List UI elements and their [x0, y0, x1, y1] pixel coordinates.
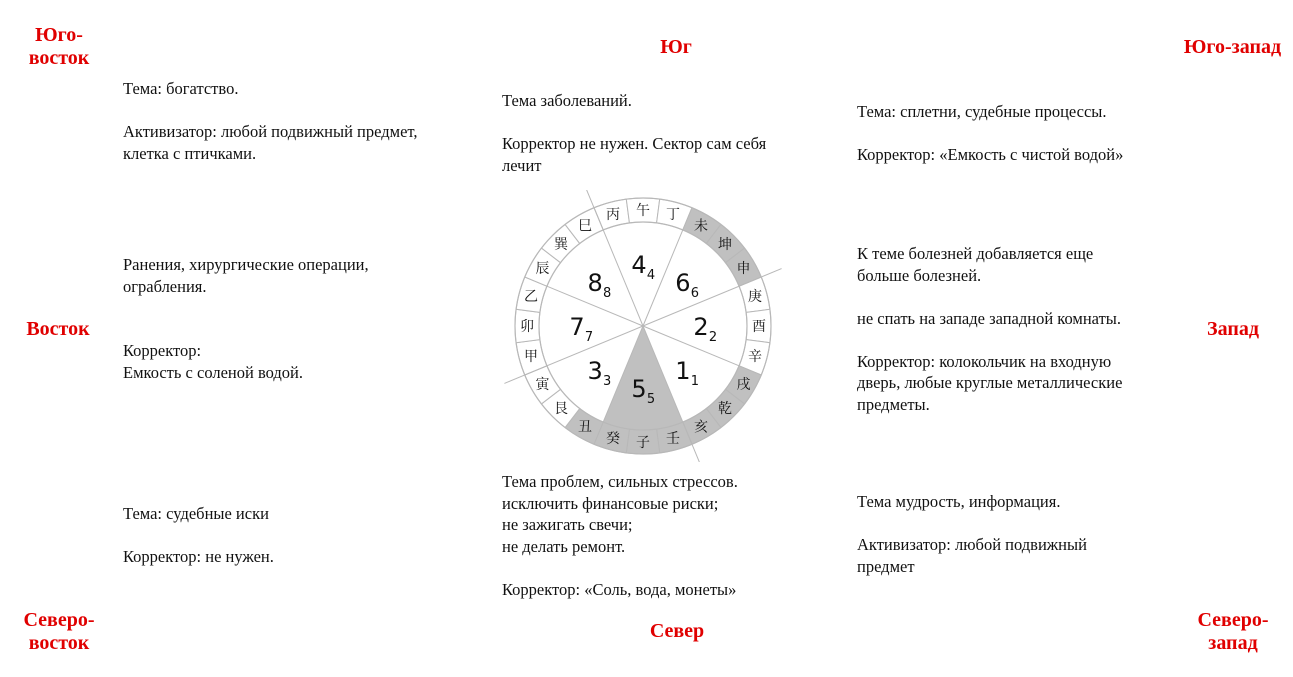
direction-southwest: Юго-запад	[1183, 36, 1282, 58]
palace-star-w: 2	[693, 313, 709, 341]
palace-star-n: 5	[631, 375, 647, 403]
palace-star-e: 7	[569, 313, 585, 341]
direction-north: Север	[649, 620, 705, 642]
direction-northeast: Северо- восток	[23, 609, 95, 654]
palace-substar-nw: 1	[690, 373, 699, 389]
note-south: Тема заболеваний. Корректор не нужен. Сектор сам себя лечит	[502, 91, 767, 175]
mountain-label: 辰	[535, 261, 550, 277]
mountain-label: 乾	[718, 401, 733, 418]
mountain-label: 申	[736, 261, 751, 277]
mountain-label: 子	[636, 435, 650, 451]
palace-star-s: 4	[631, 251, 647, 279]
mountain-label: 庚	[748, 288, 763, 305]
flying-star-compass	[500, 190, 786, 462]
mountain-label: 艮	[553, 401, 568, 418]
mountain-label: 巳	[578, 218, 592, 235]
mountain-label: 甲	[523, 349, 538, 366]
palace-substar-n: 5	[646, 392, 656, 407]
palace-substar-ne: 3	[603, 373, 612, 389]
palace-substar-sw: 6	[690, 286, 699, 302]
note-north: Тема проблем, сильных стрессов. исключить финансовые риски; не зажигать свечи; не делать ремонт. Корректор: «Соль, вода, монеты»	[502, 472, 738, 599]
mountain-label: 亥	[694, 419, 708, 436]
mountain-label: 巽	[553, 236, 568, 253]
mountain-label: 丑	[578, 419, 592, 436]
palace-substar-w: 2	[708, 330, 718, 345]
palace-star-ne: 3	[587, 356, 603, 385]
palace-star-nw: 1	[675, 356, 691, 385]
palace-substar-e: 7	[584, 330, 594, 345]
palace-star-se: 8	[587, 269, 603, 298]
direction-west: Запад	[1207, 318, 1259, 340]
note-southwest: Тема: сплетни, судебные процессы. Корректор: «Емкость с чистой водой»	[857, 102, 1124, 164]
direction-northwest: Северо- запад	[1197, 609, 1269, 654]
mountain-label: 卯	[520, 319, 534, 335]
mountain-label: 丙	[605, 206, 620, 223]
direction-south: Юг	[660, 36, 692, 58]
mountain-label: 癸	[605, 431, 620, 448]
mountain-label: 未	[694, 218, 708, 235]
mountain-label: 乙	[523, 288, 538, 305]
mountain-label: 坤	[718, 236, 733, 253]
palace-star-sw: 6	[675, 269, 691, 298]
palace-substar-s: 4	[646, 268, 656, 283]
direction-southeast: Юго- восток	[28, 24, 90, 69]
mountain-label: 戌	[736, 377, 751, 393]
mountain-label: 寅	[535, 377, 550, 393]
note-southeast: Тема: богатство. Активизатор: любой подвижный предмет, клетка с птичками.	[123, 79, 418, 163]
note-northeast: Тема: судебные иски Корректор: не нужен.	[123, 504, 274, 566]
mountain-label: 壬	[666, 431, 681, 448]
mountain-label: 丁	[666, 206, 681, 223]
direction-east: Восток	[26, 318, 90, 340]
palace-substar-se: 8	[603, 286, 612, 302]
note-west: К теме болезней добавляется еще больше болезней. не спать на западе западной комнаты. Корректор: колокольчик на входную дверь, любые круглые металлические предметы.	[857, 244, 1123, 414]
note-northwest: Тема мудрость, информация. Активизатор: любой подвижный предмет	[857, 492, 1087, 576]
mountain-label: 酉	[752, 319, 766, 335]
mountain-label: 辛	[748, 349, 763, 366]
note-east: Ранения, хирургические операции, ограбления. Корректор: Емкость с соленой водой.	[123, 255, 369, 382]
mountain-label: 午	[636, 203, 650, 219]
